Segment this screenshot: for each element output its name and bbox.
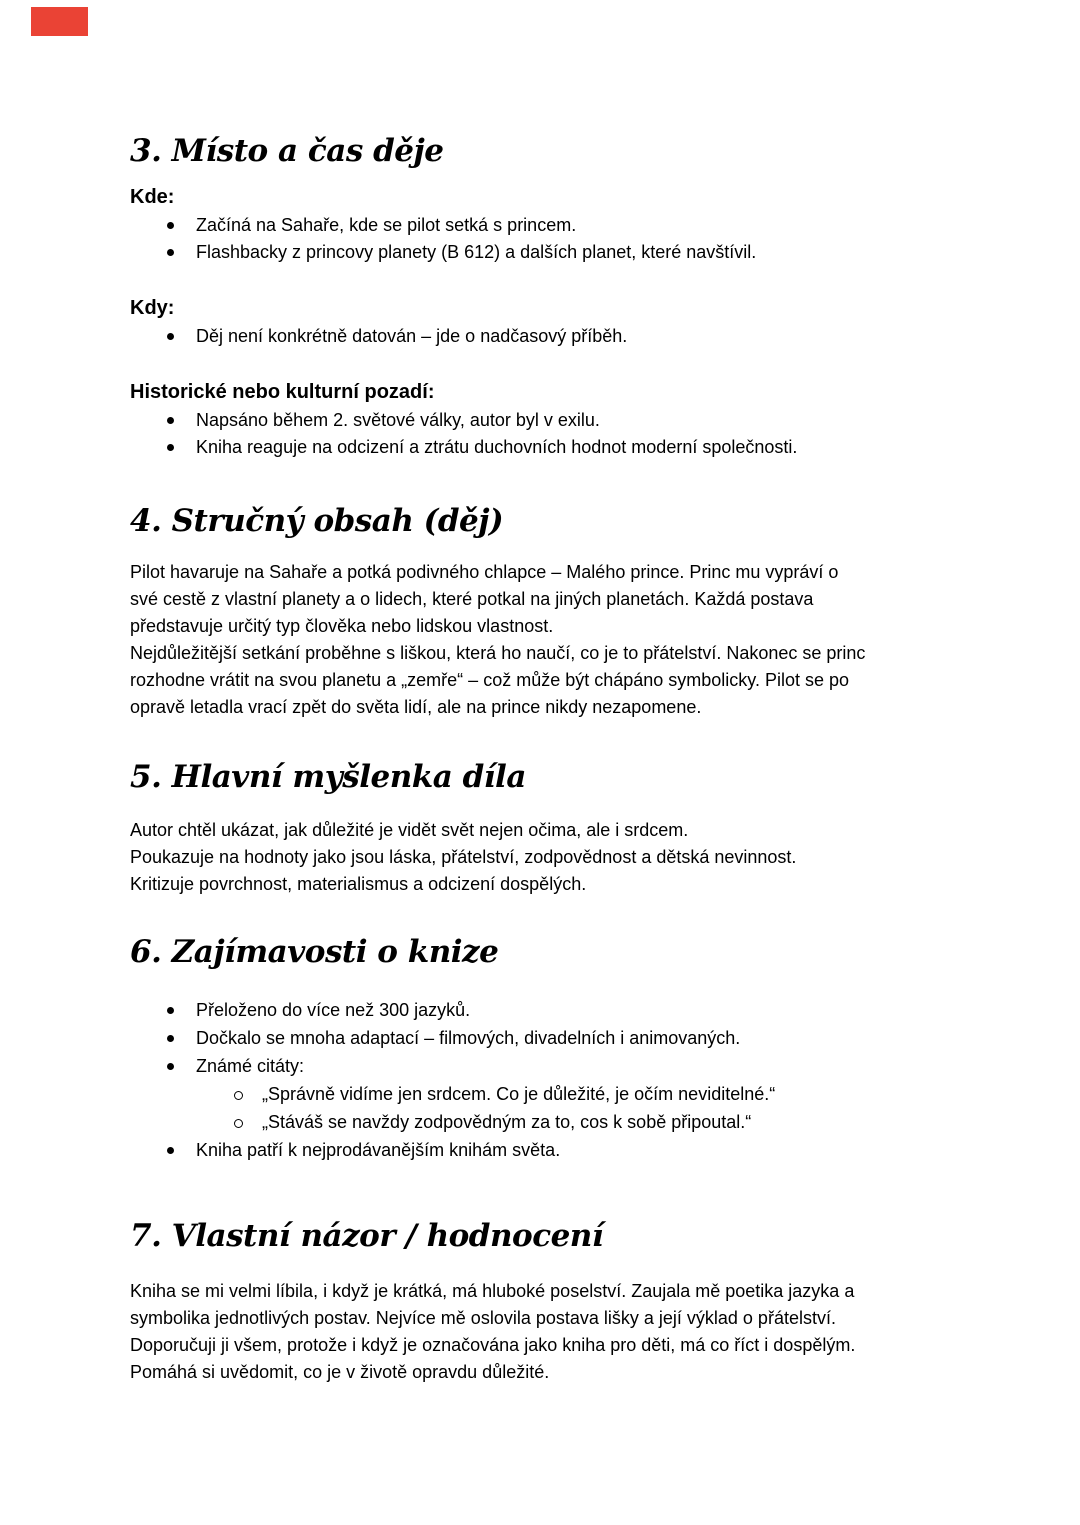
bullet-icon — [167, 417, 174, 424]
kde-label: Kde: — [130, 186, 175, 208]
bullet-icon — [167, 249, 174, 256]
facts-list — [130, 996, 970, 1164]
hollow-bullet-icon — [234, 1091, 243, 1100]
bullet-icon — [167, 1035, 174, 1042]
list-item-text: Začíná na Sahaře, kde se pilot setká s princem. — [196, 215, 577, 235]
paragraph-line: opravě letadla vrací zpět do světa lidí, ale na prince nikdy nezapomene. — [130, 697, 702, 717]
list-item — [130, 1136, 970, 1164]
kdy-list — [130, 323, 970, 350]
section-5-paragraph — [130, 817, 970, 898]
paragraph-line: Poukazuje na hodnoty jako jsou láska, přátelství, zodpovědnost a dětská nevinnost. — [130, 847, 797, 867]
list-item — [130, 239, 970, 266]
list-subitem — [130, 1080, 970, 1108]
list-item-text: Dočkalo se mnoha adaptací – filmových, divadelních i animovaných. — [196, 1028, 741, 1048]
bullet-icon — [167, 444, 174, 451]
historical-list — [130, 407, 970, 461]
hollow-bullet-icon — [234, 1119, 243, 1128]
paragraph-line: své cestě z vlastní planety a o lidech, které potkal na jiných planetách. Každá postava — [130, 589, 814, 609]
list-item-text: Kniha patří k nejprodávanějším knihám světa. — [196, 1140, 561, 1160]
bullet-icon — [167, 1063, 174, 1070]
list-item-text: „Stáváš se navždy zodpovědným za to, cos k sobě připoutal.“ — [262, 1112, 752, 1132]
bullet-icon — [167, 1147, 174, 1154]
paragraph-line: Pilot havaruje na Sahaře a potká podivného chlapce – Malého prince. Princ mu vypráví o — [130, 562, 839, 582]
list-item-text: Děj není konkrétně datován – jde o nadčasový příběh. — [196, 326, 628, 346]
bullet-icon — [167, 333, 174, 340]
list-item — [130, 1052, 970, 1080]
paragraph-line: Pomáhá si uvědomit, co je v životě opravdu důležité. — [130, 1362, 550, 1382]
bullet-icon — [167, 1007, 174, 1014]
list-subitem — [130, 1108, 970, 1136]
paragraph-line: Doporučuji ji všem, protože i když je označována jako kniha pro děti, má co říct i dospělým. — [130, 1335, 856, 1355]
section-5-heading: 5. Hlavní myšlenka díla — [130, 759, 526, 795]
historical-label: Historické nebo kulturní pozadí: — [130, 381, 435, 403]
paragraph-line: Kritizuje povrchnost, materialismus a odcizení dospělých. — [130, 874, 587, 894]
section-6-heading: 6. Zajímavosti o knize — [130, 934, 499, 970]
list-item — [130, 407, 970, 434]
paragraph-line: symbolika jednotlivých postav. Nejvíce mě oslovila postava lišky a její výklad o přátelství. — [130, 1308, 836, 1328]
section-7-heading: 7. Vlastní názor / hodnocení — [130, 1218, 604, 1254]
document-content — [130, 0, 970, 1386]
list-item-text: Flashbacky z princovy planety (B 612) a dalších planet, které navštívil. — [196, 242, 757, 262]
list-item — [130, 1024, 970, 1052]
paragraph-line: představuje určitý typ člověka nebo lidskou vlastnost. — [130, 616, 554, 636]
paragraph-line: Kniha se mi velmi líbila, i když je krátká, má hluboké poselství. Zaujala mě poetika jazyka a — [130, 1281, 855, 1301]
section-7-paragraph — [130, 1278, 970, 1386]
section-4-heading: 4. Stručný obsah (děj) — [130, 503, 504, 539]
list-item-text: Napsáno během 2. světové války, autor byl v exilu. — [196, 410, 600, 430]
bullet-icon — [167, 222, 174, 229]
list-item — [130, 323, 970, 350]
paragraph-line: Nejdůležitější setkání proběhne s liškou, která ho naučí, co je to přátelství. Nakonec se princ — [130, 643, 866, 663]
kdy-label: Kdy: — [130, 297, 175, 319]
list-item-text: „Správně vidíme jen srdcem. Co je důležité, je očím neviditelné.“ — [262, 1084, 776, 1104]
redaction-box — [31, 7, 88, 36]
paragraph-line: Autor chtěl ukázat, jak důležité je vidět svět nejen očima, ale i srdcem. — [130, 820, 689, 840]
kde-list — [130, 212, 970, 266]
list-item — [130, 212, 970, 239]
list-item-text: Známé citáty: — [196, 1056, 305, 1076]
paragraph-line: rozhodne vrátit na svou planetu a „zemře“ – což může být chápáno symbolicky. Pilot se po — [130, 670, 850, 690]
list-item-text: Kniha reaguje na odcizení a ztrátu duchovních hodnot moderní společnosti. — [196, 437, 798, 457]
section-4-paragraph — [130, 559, 970, 721]
list-item — [130, 996, 970, 1024]
list-item — [130, 434, 970, 461]
section-3-heading: 3. Místo a čas děje — [130, 133, 444, 169]
list-item-text: Přeloženo do více než 300 jazyků. — [196, 1000, 471, 1020]
